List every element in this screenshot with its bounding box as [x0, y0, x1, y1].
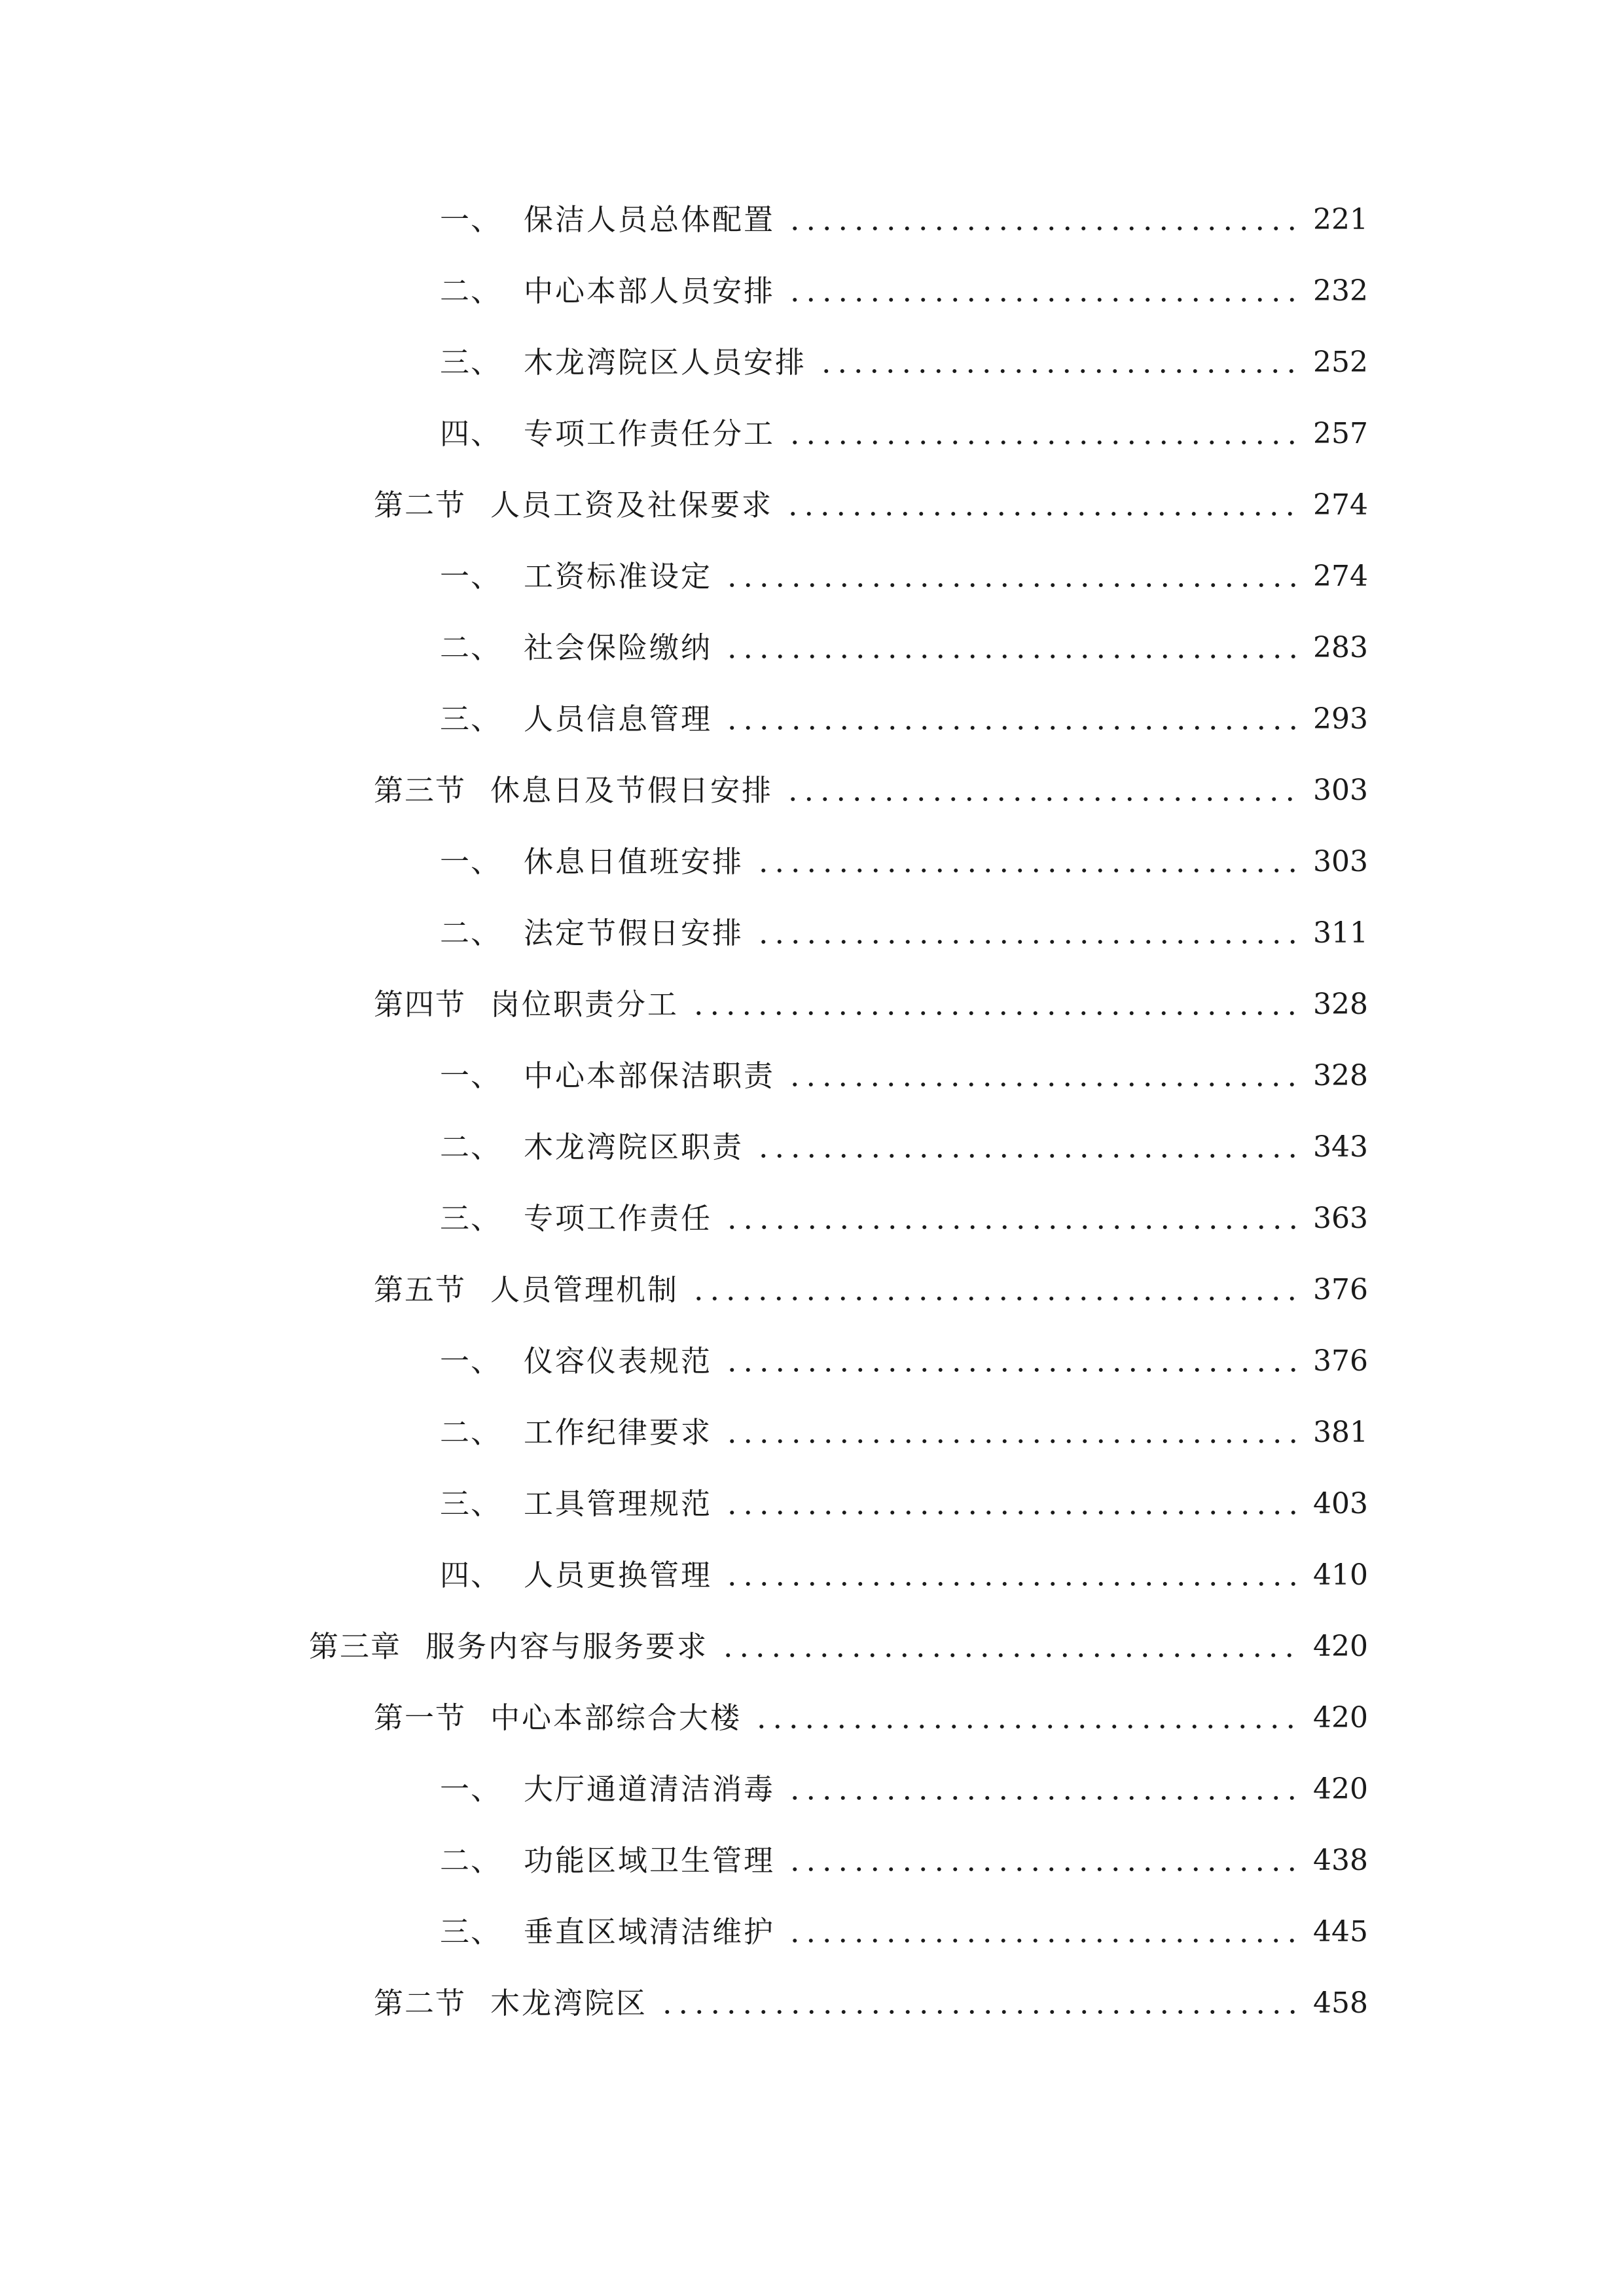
toc-entry[interactable]	[440, 336, 1368, 389]
toc-entry-title: 岗位职责分工	[490, 987, 679, 1022]
dot-leader	[787, 1050, 1299, 1102]
toc-entry[interactable]	[440, 1193, 1368, 1245]
toc-entry-title: 中心本部综合大楼	[490, 1700, 742, 1735]
toc-entry-number: 第二节	[374, 1986, 467, 2020]
dot-leader	[720, 1621, 1299, 1673]
toc-entry-number: 第四节	[374, 987, 467, 1022]
toc-entry-title: 木龙湾院区	[490, 1986, 648, 2020]
toc-entry-page: 420	[1313, 1630, 1368, 1663]
toc-entry-title: 人员更换管理	[524, 1558, 713, 1592]
toc-entry-page: 283	[1313, 631, 1368, 664]
toc-entry[interactable]	[440, 622, 1368, 674]
dot-leader	[787, 1763, 1299, 1816]
toc-entry-title: 大厅通道清洁消毒	[524, 1772, 776, 1806]
dot-leader	[787, 408, 1299, 460]
toc-entry-number: 一、	[440, 844, 502, 879]
dot-leader	[753, 1692, 1299, 1744]
toc-entry-title: 垂直区域清洁维护	[524, 1914, 776, 1949]
toc-entry[interactable]	[374, 479, 1368, 531]
toc-entry[interactable]	[440, 265, 1368, 317]
toc-entry-title: 功能区域卫生管理	[524, 1843, 776, 1878]
toc-entry-page: 420	[1313, 1772, 1368, 1806]
toc-entry-page: 403	[1313, 1487, 1368, 1520]
toc-entry-page: 252	[1313, 346, 1368, 379]
toc-entry-page: 420	[1313, 1701, 1368, 1734]
toc-entry-title: 木龙湾院区职责	[524, 1130, 744, 1164]
toc-entry-title: 仪容仪表规范	[524, 1344, 713, 1378]
dot-leader	[818, 336, 1299, 389]
toc-entry-title: 人员管理机制	[490, 1272, 679, 1307]
toc-entry[interactable]	[440, 194, 1368, 246]
toc-entry[interactable]	[440, 550, 1368, 603]
dot-leader	[785, 479, 1299, 531]
dot-leader	[724, 622, 1299, 674]
toc-entry-title: 中心本部保洁职责	[524, 1058, 776, 1093]
dot-leader	[724, 1193, 1299, 1245]
toc-entry-page: 381	[1313, 1416, 1368, 1449]
toc-entry[interactable]	[440, 1121, 1368, 1174]
dot-leader	[787, 265, 1299, 317]
toc-entry-number: 二、	[440, 630, 502, 665]
dot-leader	[787, 1906, 1299, 1958]
dot-leader	[755, 1121, 1299, 1174]
dot-leader	[724, 550, 1299, 603]
toc-entry[interactable]	[374, 1264, 1368, 1316]
toc-entry-page: 458	[1313, 1986, 1368, 2020]
toc-entry-title: 休息日值班安排	[524, 844, 744, 879]
toc-entry-page: 328	[1313, 1059, 1368, 1092]
toc-entry[interactable]	[440, 1335, 1368, 1388]
dot-leader	[659, 1977, 1299, 2030]
dot-leader	[724, 1335, 1299, 1388]
toc-entry-page: 438	[1313, 1844, 1368, 1877]
toc-entry-page: 328	[1313, 988, 1368, 1021]
dot-leader	[724, 693, 1299, 745]
toc-entry[interactable]	[440, 1763, 1368, 1816]
toc-entry-number: 三、	[440, 702, 502, 736]
toc-entry-page: 303	[1313, 774, 1368, 807]
toc-entry-title: 法定节假日安排	[524, 916, 744, 950]
toc-entry-title: 服务内容与服务要求	[425, 1629, 709, 1664]
dot-leader	[724, 1549, 1299, 1602]
toc-entry[interactable]	[440, 1549, 1368, 1602]
dot-leader	[785, 764, 1299, 817]
toc-entry-number: 三、	[440, 1486, 502, 1521]
toc-entry[interactable]	[440, 1407, 1368, 1459]
toc-entry-page: 376	[1313, 1273, 1368, 1306]
toc-entry-number: 第五节	[374, 1272, 467, 1307]
dot-leader	[691, 978, 1299, 1031]
toc-entry-number: 三、	[440, 1914, 502, 1949]
toc-entry-title: 中心本部人员安排	[524, 274, 776, 308]
toc-entry-number: 二、	[440, 1415, 502, 1450]
toc-entry-number: 第一节	[374, 1700, 467, 1735]
toc-entry[interactable]	[374, 1977, 1368, 2030]
toc-entry-page: 257	[1313, 417, 1368, 450]
toc-entry-page: 445	[1313, 1915, 1368, 1948]
toc-entry-title: 休息日及节假日安排	[490, 773, 774, 808]
toc-entry-page: 410	[1313, 1558, 1368, 1592]
toc-entry-title: 人员工资及社保要求	[490, 488, 774, 522]
toc-entry-number: 二、	[440, 916, 502, 950]
toc-entry-page: 232	[1313, 274, 1368, 308]
toc-entry[interactable]	[374, 978, 1368, 1031]
toc-entry[interactable]	[440, 1906, 1368, 1958]
toc-entry[interactable]	[440, 693, 1368, 745]
toc-entry-number: 第三节	[374, 773, 467, 808]
toc-entry-title: 人员信息管理	[524, 702, 713, 736]
toc-entry[interactable]	[309, 1621, 1368, 1673]
toc-entry-number: 三、	[440, 1201, 502, 1236]
toc-entry[interactable]	[440, 907, 1368, 960]
dot-leader	[755, 907, 1299, 960]
toc-entry-page: 311	[1313, 916, 1368, 950]
toc-entry-number: 第三章	[309, 1629, 402, 1664]
toc-entry-number: 三、	[440, 345, 502, 380]
toc-entry-number: 一、	[440, 1772, 502, 1806]
toc-entry-page: 303	[1313, 845, 1368, 878]
toc-entry-number: 二、	[440, 274, 502, 308]
toc-entry[interactable]	[374, 764, 1368, 817]
toc-entry-number: 一、	[440, 559, 502, 594]
toc-entry[interactable]	[440, 836, 1368, 888]
toc-entry-title: 专项工作责任	[524, 1201, 713, 1236]
toc-entry-number: 四、	[440, 1558, 502, 1592]
toc-entry[interactable]	[374, 1692, 1368, 1744]
toc-entry-number: 一、	[440, 202, 502, 237]
toc-entry-number: 二、	[440, 1843, 502, 1878]
dot-leader	[724, 1407, 1299, 1459]
dot-leader	[724, 1478, 1299, 1530]
toc-entry-number: 二、	[440, 1130, 502, 1164]
toc-entry-page: 376	[1313, 1344, 1368, 1378]
toc-entry-title: 专项工作责任分工	[524, 416, 776, 451]
toc-entry-page: 363	[1313, 1202, 1368, 1235]
toc-entry-title: 工资标准设定	[524, 559, 713, 594]
toc-entry-title: 保洁人员总体配置	[524, 202, 776, 237]
toc-entry-page: 343	[1313, 1130, 1368, 1164]
dot-leader	[691, 1264, 1299, 1316]
toc-entry-page: 293	[1313, 702, 1368, 736]
dot-leader	[787, 1835, 1299, 1887]
dot-leader	[755, 836, 1299, 888]
toc-entry-title: 木龙湾院区人员安排	[524, 345, 807, 380]
toc-entry-page: 221	[1313, 203, 1368, 236]
toc-entry-number: 四、	[440, 416, 502, 451]
toc-entry-page: 274	[1313, 560, 1368, 593]
toc-entry[interactable]	[440, 1050, 1368, 1102]
toc-entry[interactable]	[440, 1835, 1368, 1887]
toc-entry-number: 一、	[440, 1058, 502, 1093]
dot-leader	[787, 194, 1299, 246]
toc-entry[interactable]	[440, 1478, 1368, 1530]
toc-entry-page: 274	[1313, 488, 1368, 522]
toc-entry-number: 第二节	[374, 488, 467, 522]
toc-entry-title: 社会保险缴纳	[524, 630, 713, 665]
toc-entry[interactable]	[440, 408, 1368, 460]
toc-entry-title: 工具管理规范	[524, 1486, 713, 1521]
toc-entry-number: 一、	[440, 1344, 502, 1378]
toc-entry-title: 工作纪律要求	[524, 1415, 713, 1450]
